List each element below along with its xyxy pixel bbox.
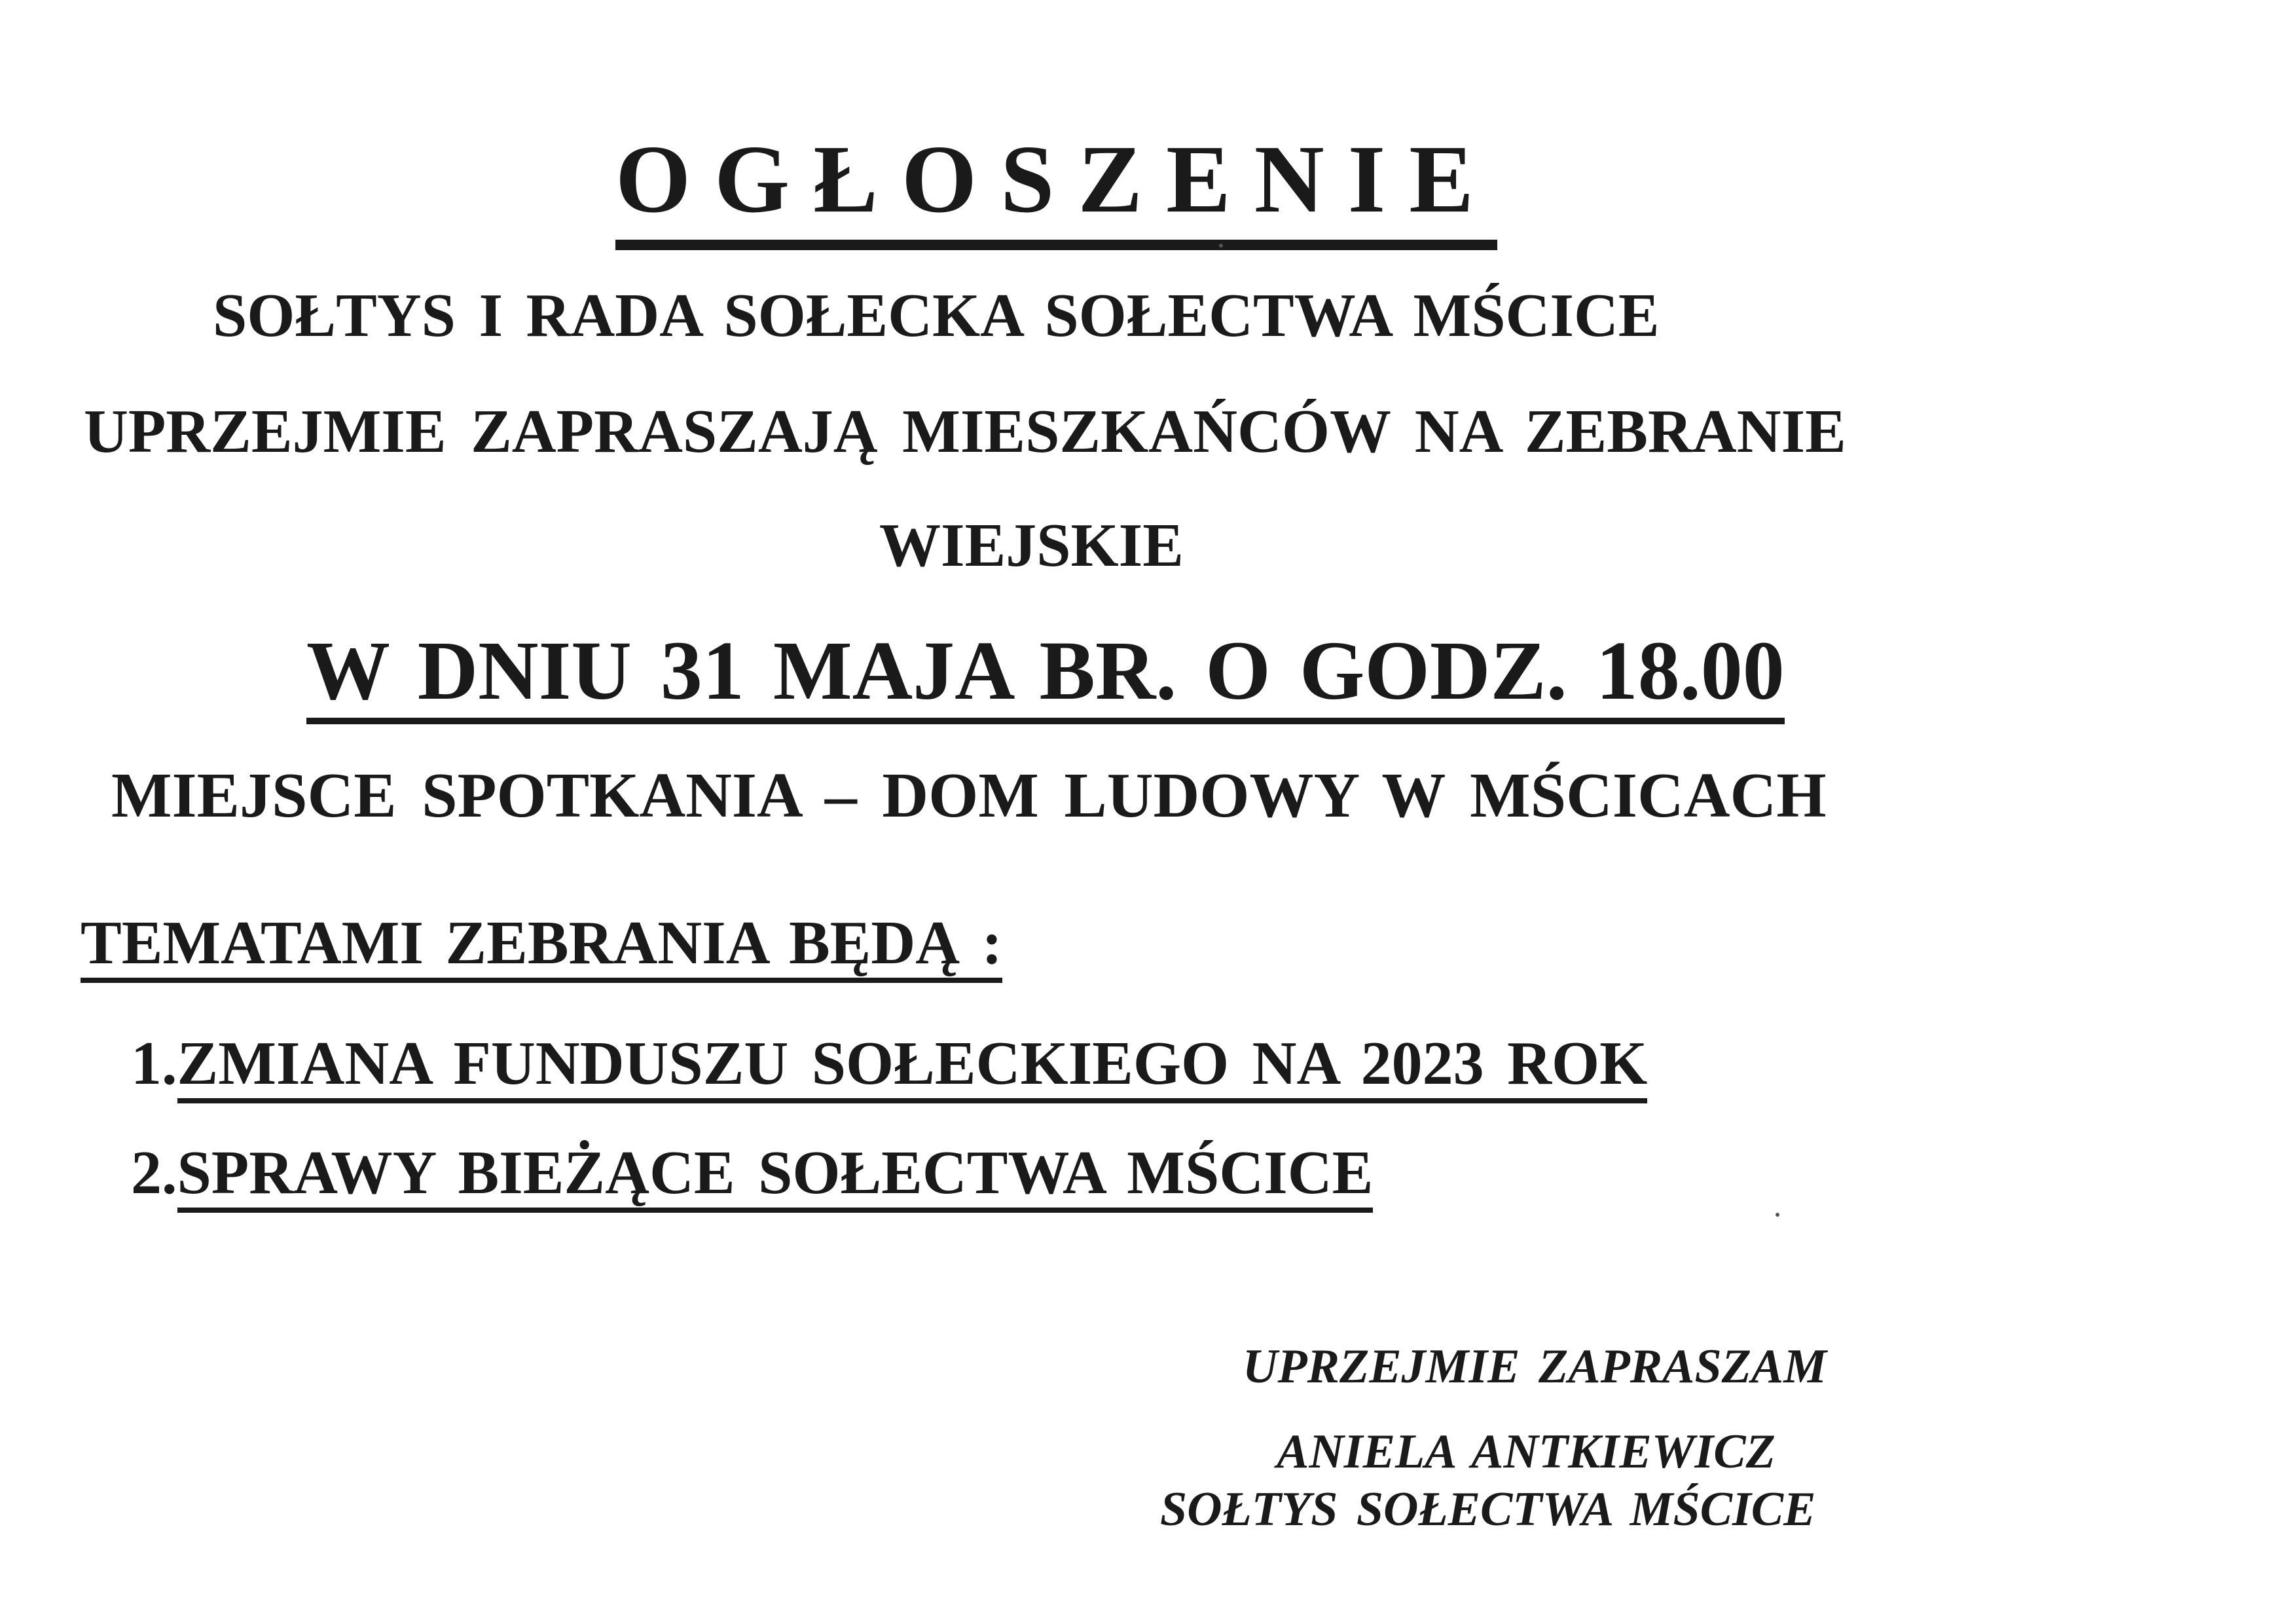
signature-name: ANIELA ANTKIEWICZ — [1277, 1425, 1776, 1479]
topic-text: SPRAWY BIEŻĄCE SOŁECTWA MŚCICE — [177, 1142, 1374, 1213]
signature-closing: UPRZEJMIE ZAPRASZAM — [1243, 1340, 1827, 1393]
scan-speck — [1776, 1213, 1779, 1217]
meeting-date: W DNIU 31 MAJA BR. O GODZ. 18.00 — [306, 629, 1785, 724]
intro-line-3: WIEJSKIE — [879, 511, 1184, 580]
topic-number: 2. — [131, 1139, 177, 1207]
intro-line-2: UPRZEJMIE ZAPRASZAJĄ MIESZKAŃCÓW NA ZEBRANIE — [84, 397, 1846, 466]
topic-item-1 — [131, 1029, 1648, 1103]
announcement-title: OGŁOSZENIE — [615, 131, 1497, 250]
topics-heading: TEMATAMI ZEBRANIA BĘDĄ : — [81, 912, 1002, 983]
topic-number: 1. — [131, 1029, 177, 1098]
signature-role: SOŁTYS SOŁECTWA MŚCICE — [1160, 1483, 1816, 1536]
intro-line-1: SOŁTYS I RADA SOŁECKA SOŁECTWA MŚCICE — [213, 282, 1660, 350]
scan-speck — [1219, 244, 1223, 248]
topic-text: ZMIANA FUNDUSZU SOŁECKIEGO NA 2023 ROK — [177, 1033, 1648, 1103]
topic-item-2 — [131, 1139, 1374, 1213]
meeting-place: MIEJSCE SPOTKANIA – DOM LUDOWY W MŚCICACH — [111, 760, 1827, 831]
